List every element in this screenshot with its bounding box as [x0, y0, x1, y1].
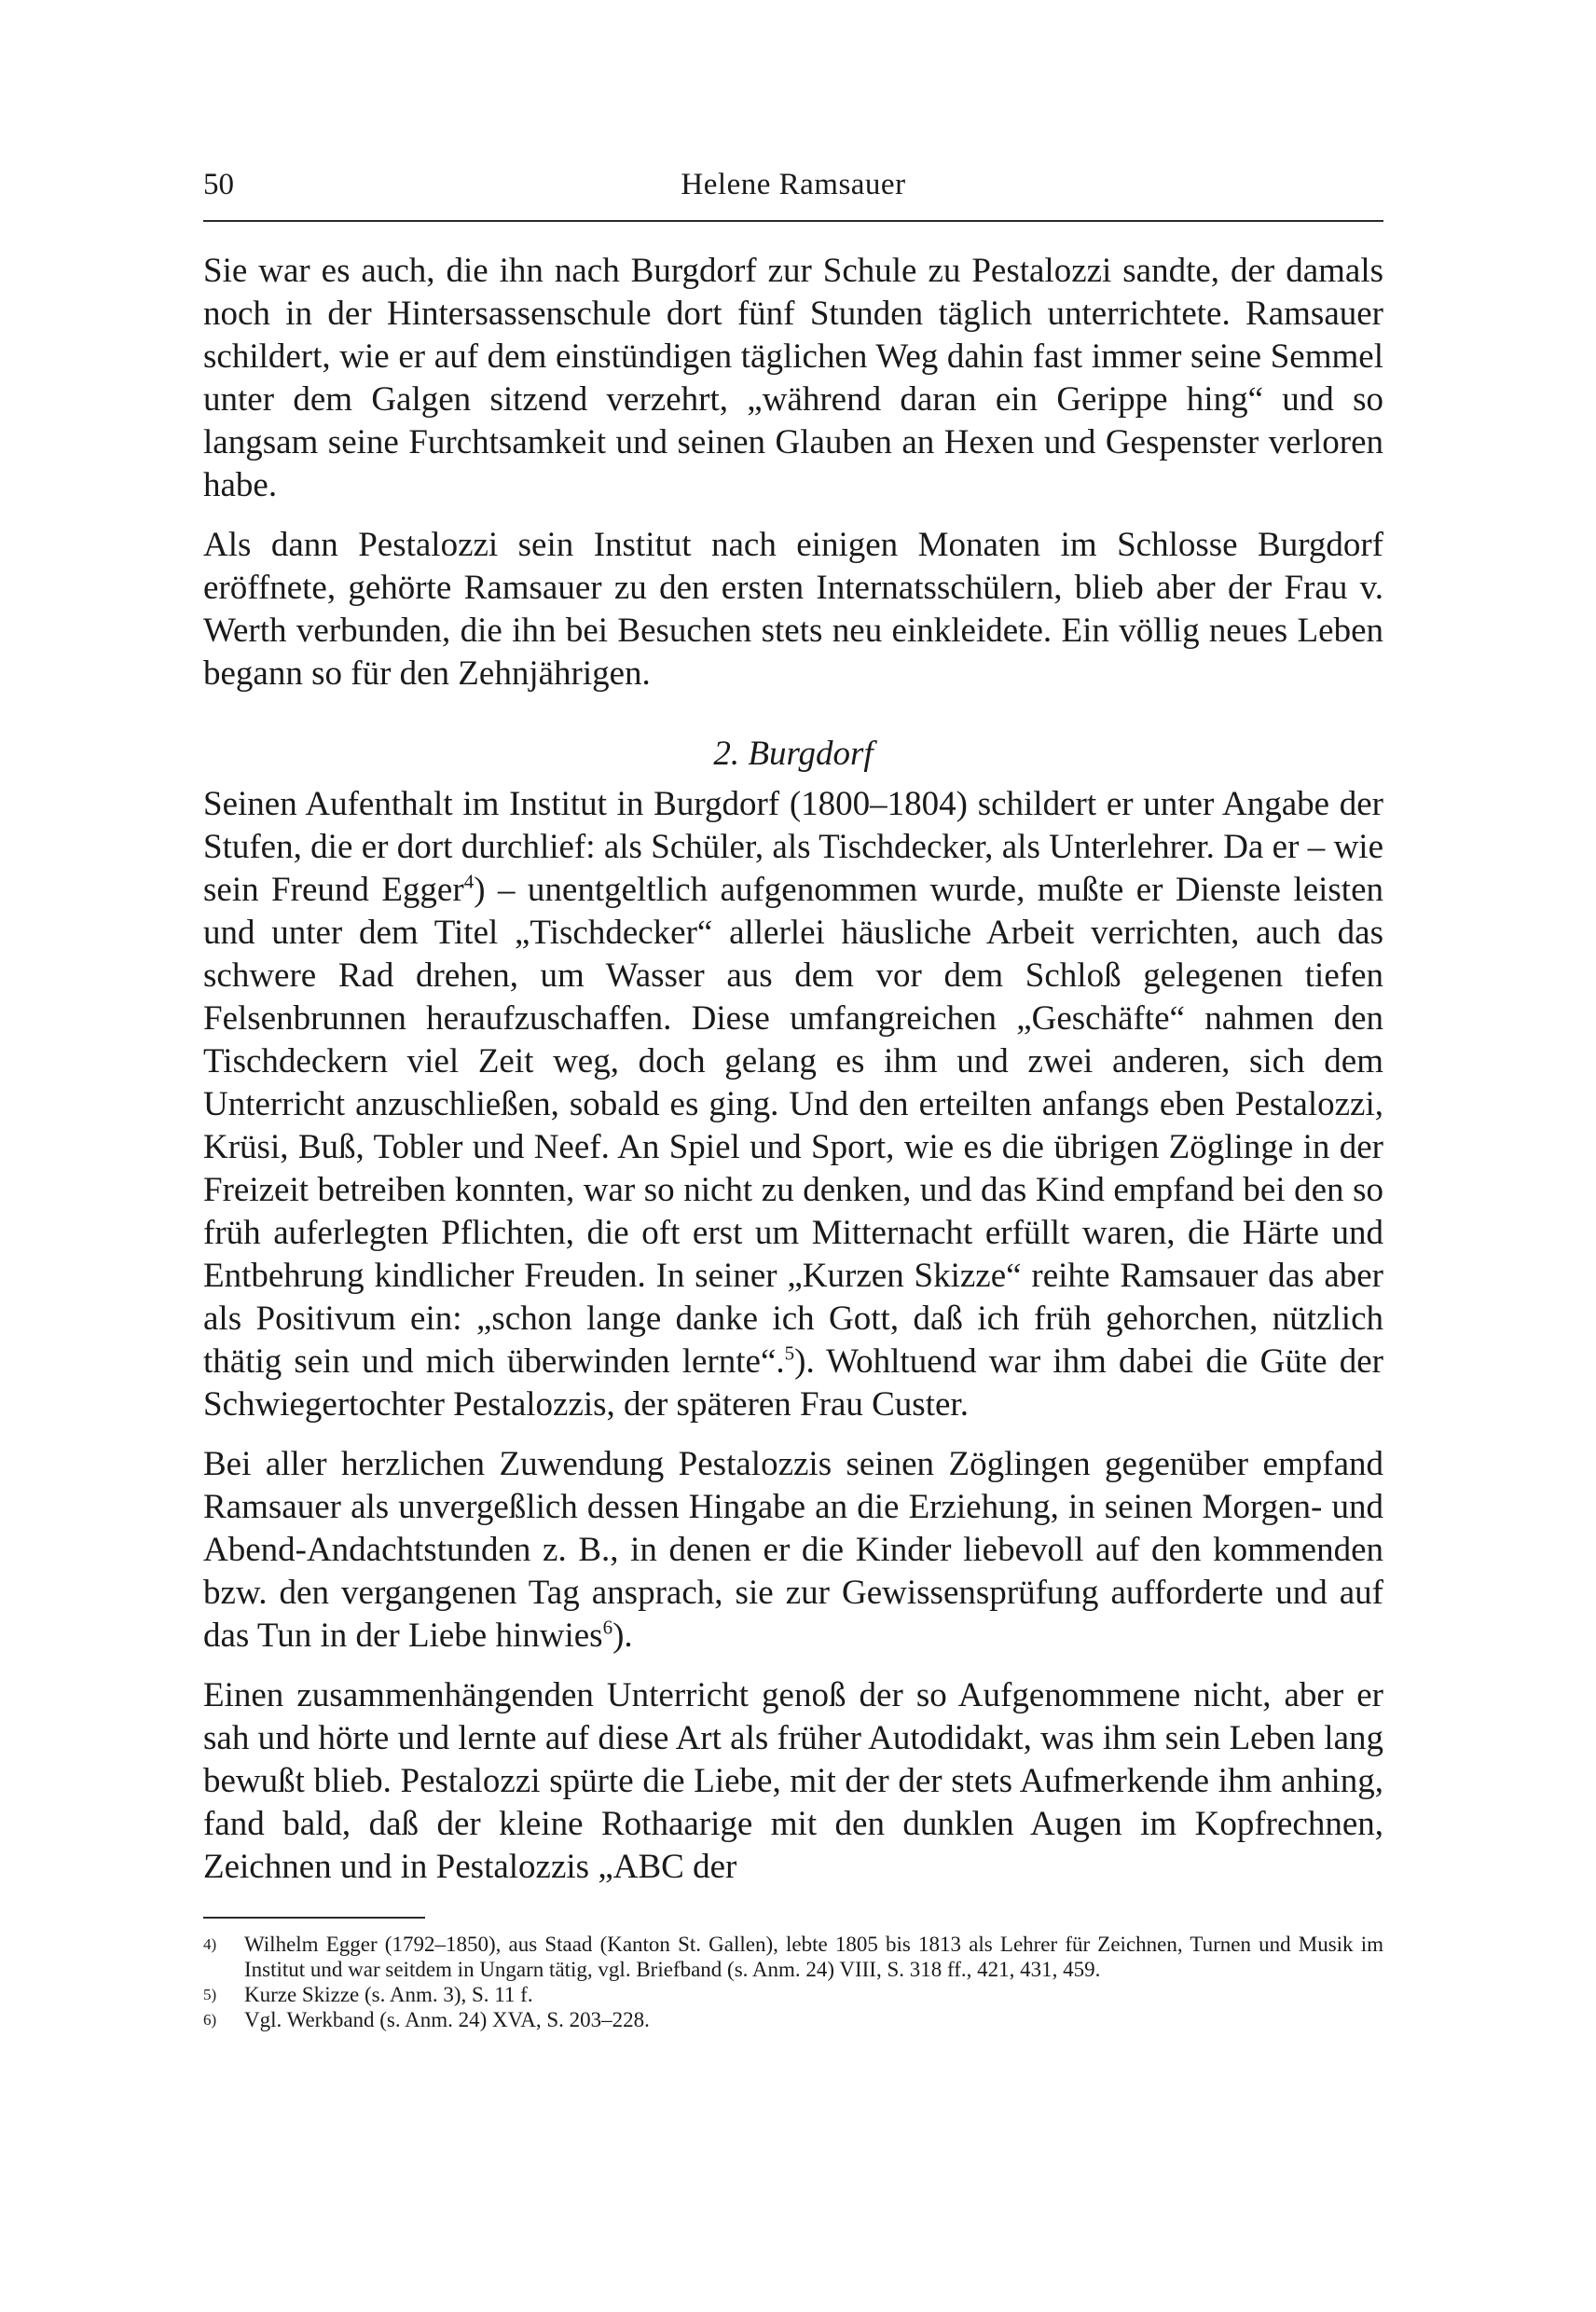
- running-title: Helene Ramsauer: [681, 168, 906, 201]
- running-head: [203, 164, 1383, 205]
- main-text: [203, 250, 1383, 1906]
- paragraph-2: Als dann Pestalozzi sein Institut nach einigen Monaten im Schlosse Burgdorf eröffnete, gehörte Ramsauer zu den ersten Internatsschülern, blieb aber der Frau v. Werth verbunden, die ihn bei Besuchen stets neu einkleidete. Ein völlig neues Leben begann so für den Zehnjährigen.: [203, 526, 1383, 693]
- paragraph-3-part-a: Seinen Aufenthalt im Institut in Burgdorf (1800–1804) schildert er unter Angabe der Stufen, die er dort durchlief: als Schüler, als Tischdecker, als Unterlehrer. Da er – wie sein Freund Egger: [203, 785, 1383, 909]
- footnote-ref-5[interactable]: 5: [784, 1342, 795, 1365]
- footnote-mark: 6): [203, 2011, 217, 2029]
- footnote-5: [203, 1982, 1383, 2007]
- footnote-mark: 4): [203, 1935, 217, 1953]
- footnote-text: Kurze Skizze (s. Anm. 3), S. 11 f.: [244, 1983, 533, 2006]
- paragraph-5: Einen zusammenhängenden Unterricht genoß der so Aufgenommene nicht, aber er sah und hörte und lernte auf diese Art als früher Autodidakt, was ihm sein Leben lang bewußt blieb. Pestalozzi spürte die Liebe, mit der der stets Aufmerkende ihm anhing, fand bald, daß der kleine Rothaarige mit den dunklen Augen im Kopfrechnen, Zeichnen und in Pestalozzis „ABC der: [203, 1676, 1383, 1886]
- footnote-text: Vgl. Werkband (s. Anm. 24) XVA, S. 203–228.: [244, 2008, 650, 2031]
- paragraph-4-part-a: Bei aller herzlichen Zuwendung Pestalozzis seinen Zöglingen gegenüber empfand Ramsauer als unvergeßlich dessen Hingabe an die Erziehung, in seinen Morgen- und Abend-Andachtstunden z. B., in denen er die Kinder liebevoll auf den kommenden bzw. den vergangenen Tag ansprach, sie zur Gewissensprüfung aufforderte und auf das Tun in der Liebe hinwies: [203, 1445, 1383, 1655]
- paragraph-4: [203, 1443, 1383, 1658]
- footnote-ref-6[interactable]: 6: [602, 1616, 613, 1639]
- paragraph-3-part-b: ) – unentgeltlich aufgenommen wurde, mußte er Dienste leisten und unter dem Titel „Tischdecker“ allerlei häusliche Arbeit verrichten, auch das schwere Rad drehen, um Wasser aus dem vor dem Schloß gelegenen tiefen Felsenbrunnen heraufzuschaffen. Diese umfangreichen „Geschäfte“ nahmen den Tischdeckern viel Zeit weg, doch gelang es ihm und zwei anderen, sich dem Unterricht anzuschließen, sobald es ging. Und den erteilten anfangs eben Pestalozzi, Krüsi, Buß, Tobler und Neef. An Spiel und Sport, wie es die übrigen Zöglinge in der Freizeit betreiben konnten, war so nicht zu denken, und das Kind empfand bei den so früh auferlegten Pflichten, die oft erst um Mitternacht erfüllt waren, die Härte und Entbehrung kindlicher Freuden. In seiner „Kurzen Skizze“ reihte Ramsauer das aber als Positivum ein: „schon lange danke ich Gott, daß ich früh gehorchen, nützlich thätig sein und mich überwinden lernte“.: [203, 871, 1383, 1381]
- footnote-4: [203, 1932, 1383, 1982]
- paragraph-4-part-b: ).: [612, 1617, 633, 1655]
- footnote-ref-4[interactable]: 4: [463, 870, 475, 893]
- footnote-mark: 5): [203, 1986, 217, 2003]
- footnotes: [203, 1932, 1383, 2032]
- footnote-6: [203, 2007, 1383, 2032]
- footnote-text: Wilhelm Egger (1792–1850), aus Staad (Kanton St. Gallen), lebte 1805 bis 1813 als Lehrer für Zeichnen, Turnen und Musik im Institut und war seitdem in Ungarn tätig, vgl. Briefband (s. Anm. 24) VIII, S. 318 ff., 421, 431, 459.: [244, 1933, 1383, 1981]
- paragraph-3: [203, 783, 1383, 1426]
- paragraph-1: Sie war es auch, die ihn nach Burgdorf zur Schule zu Pestalozzi sandte, der damals noch in der Hintersassenschule dort fünf Stunden täglich unterrichtete. Ramsauer schildert, wie er auf dem einstündigen täglichen Weg dahin fast immer seine Semmel unter dem Galgen sitzend verzehrt, „während daran ein Gerippe hing“ und so langsam seine Furchtsamkeit und seinen Glauben an Hexen und Gespenster verloren habe.: [203, 252, 1383, 504]
- paragraph-3-part-c: ). Wohltuend war ihm dabei die Güte der Schwiegertochter Pestalozzis, der späteren Frau Custer.: [203, 1342, 1383, 1424]
- header-rule: [203, 220, 1383, 222]
- footnote-rule: [203, 1917, 425, 1919]
- page-number: 50: [203, 168, 234, 201]
- section-heading: 2. Burgdorf: [713, 735, 874, 773]
